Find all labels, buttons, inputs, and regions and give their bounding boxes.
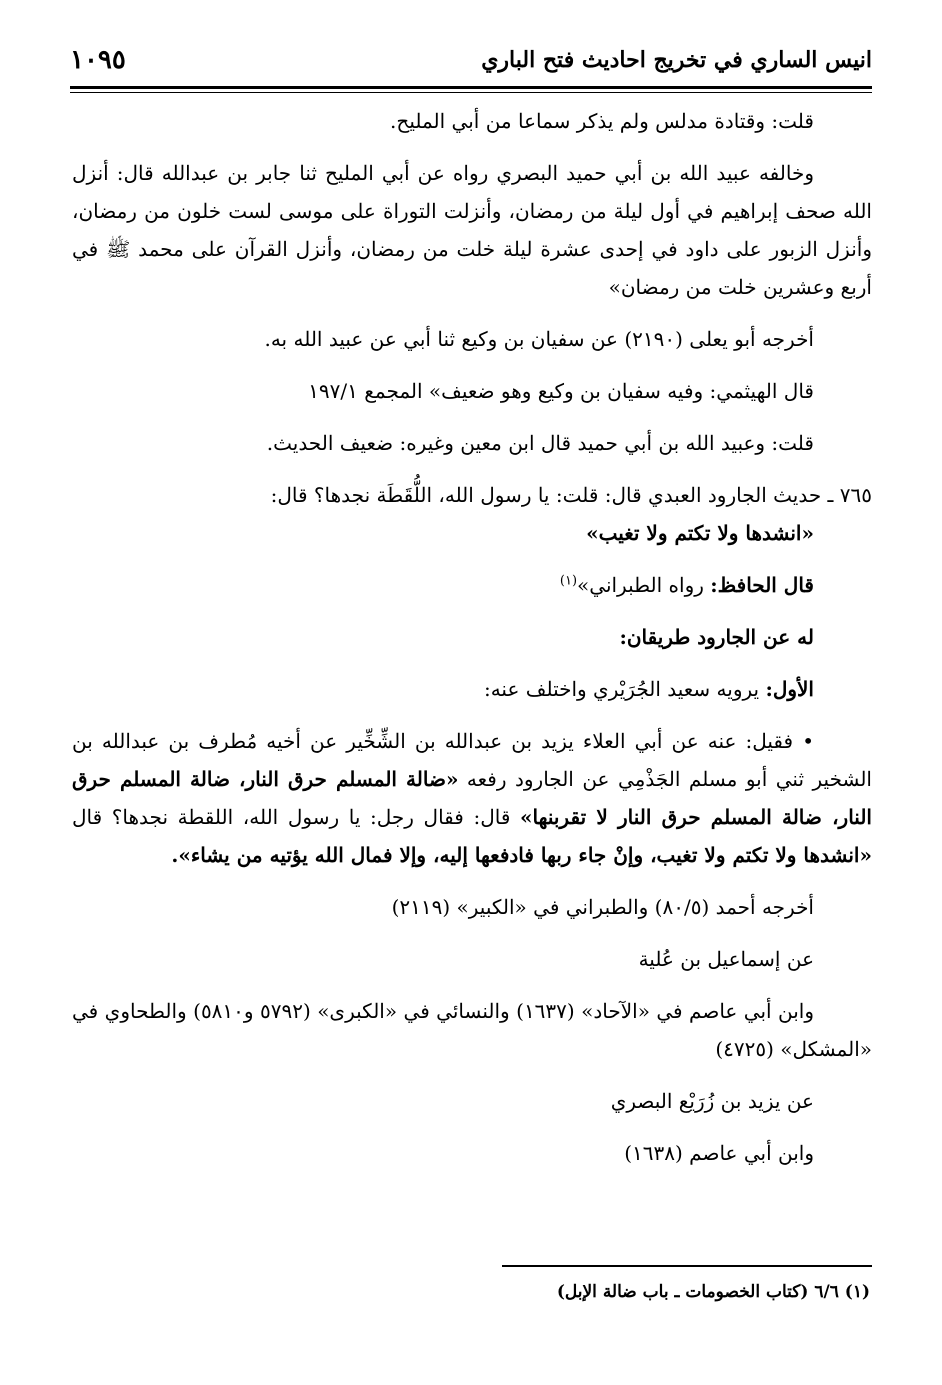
takhrij-line: عن يزيد بن زُرَيْع البصري — [610, 1089, 814, 1113]
hafiz-line — [72, 566, 872, 604]
first-line — [72, 670, 872, 708]
page-header — [70, 40, 872, 80]
paragraph: أخرجه أبو يعلى (٢١٩٠) عن سفيان بن وكيع ثنا أبي عن عبيد الله به. — [264, 327, 814, 351]
footnote: (١) ٦/٦ (كتاب الخصومات ـ باب ضالة الإبل) — [556, 1282, 870, 1302]
first-label: الأول: — [765, 677, 814, 701]
paragraph: قلت: وقتادة مدلس ولم يذكر سماعا من أبي المليح. — [390, 109, 814, 133]
hadith-heading — [72, 476, 872, 552]
header-rule — [70, 86, 872, 89]
book-title: انيس الساري في تخريج احاديث فتح الباري — [481, 47, 872, 73]
hafiz-text: رواه الطبراني» — [577, 573, 704, 597]
takhrij-line: وابن أبي عاصم في «الآحاد» (١٦٣٧) والنسائي في «الكبرى» (٥٧٩٢ و٥٨١٠) والطحاوي في «المشكل» (٤٧٢٥) — [72, 999, 872, 1061]
bullet-quote-1: «ضالة المسلم حرق النار، ضالة المسلم حرق النار، ضالة المسلم حرق النار لا تقربنها» — [72, 767, 872, 829]
first-text: يرويه سعيد الجُرَيْري واختلف عنه: — [483, 677, 760, 701]
takhrij-line: وابن أبي عاصم (١٦٣٨) — [624, 1141, 814, 1165]
paragraph: قال الهيثمي: وفيه سفيان بن وكيع وهو ضعيف» المجمع ١٩٧/١ — [308, 379, 814, 403]
paragraph: وخالفه عبيد الله بن أبي حميد البصري رواه عن أبي المليح ثنا جابر بن عبدالله قال: أنزل الله صحف إبراهيم في أول ليلة من رمضان، وأنزلت التوراة على موسى لست خلون من رمضان، وأنزل الزبور على داود في إحدى عشرة ليلة خلت من رمضان، وأنزل القرآن على محمد ﷺ في أربع وعشرين خلت من رمضان» — [72, 161, 872, 299]
header-rule-thin — [70, 92, 872, 93]
paragraph: قلت: وعبيد الله بن أبي حميد قال ابن معين وغيره: ضعيف الحديث. — [266, 431, 814, 455]
hadith-intro: ٧٦٥ ـ حديث الجارود العبدي قال: قلت: يا رسول الله، اللُّقَطَة نجدها؟ قال: — [270, 483, 872, 507]
bullet-paragraph — [72, 722, 872, 874]
takhrij-line: أخرجه أحمد (٨٠/٥) والطبراني في «الكبير» (٢١١٩) — [391, 895, 814, 919]
turuq-line: له عن الجارود طريقان: — [619, 625, 814, 649]
footnote-rule — [502, 1265, 872, 1267]
page-body — [72, 102, 872, 1186]
bullet-text-1: • فقيل: عنه عن أبي العلاء يزيد بن عبدالله بن الشِّخِّير عن أخيه مُطرف بن عبدالله بن الشخير ثني أبو مسلم الجَذْمِي عن الجارود رفعه — [72, 729, 872, 791]
hafiz-label: قال الحافظ: — [710, 573, 814, 597]
hadith-quote: «انشدها ولا تكتم ولا تغيب» — [586, 521, 814, 545]
page-number: ١٠٩٥ — [70, 45, 126, 75]
takhrij-line: عن إسماعيل بن عُلية — [638, 947, 814, 971]
bullet-text-2: قال: فقال رجل: يا رسول الله، اللقطة نجدها؟ قال — [72, 805, 520, 829]
bullet-quote-2: «انشدها ولا تكتم ولا تغيب، وإنْ جاء ربها فادفعها إليه، وإلا فمال الله يؤتيه من يشاء». — [171, 843, 872, 867]
footnote-ref: (١) — [559, 573, 578, 589]
